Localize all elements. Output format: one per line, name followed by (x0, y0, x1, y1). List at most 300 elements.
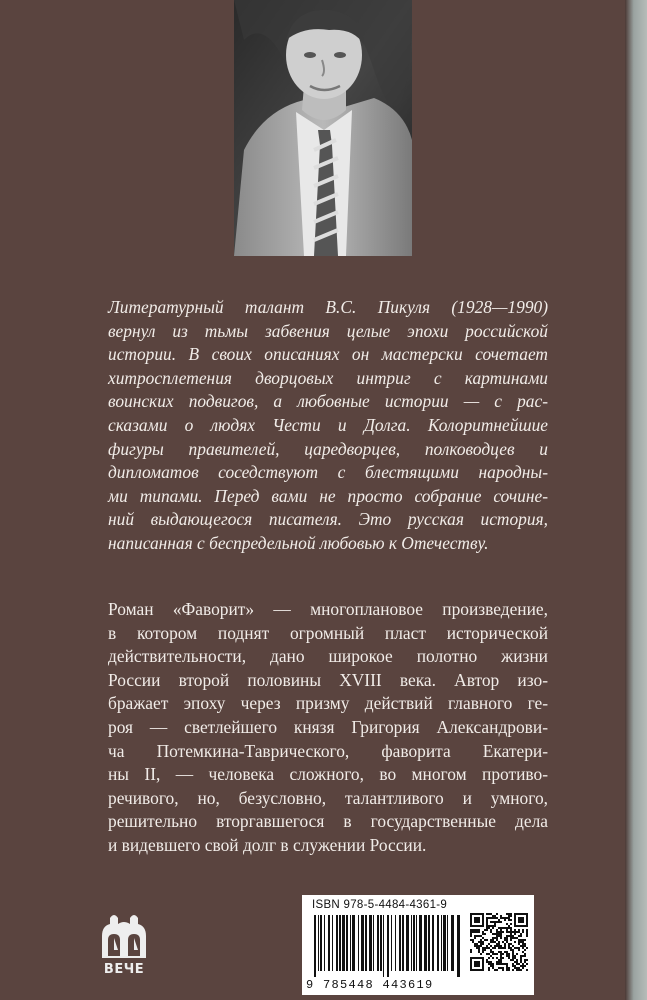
qr-module (498, 943, 500, 945)
barcode-bar (342, 915, 345, 971)
qr-module (506, 923, 508, 925)
qr-module (470, 939, 472, 941)
barcode-bar (369, 915, 372, 971)
qr-module (520, 945, 522, 947)
qr-module (482, 931, 484, 933)
qr-module (492, 965, 494, 967)
qr-module (496, 957, 498, 959)
qr-module (506, 927, 508, 929)
qr-module (524, 961, 526, 963)
qr-module (512, 955, 514, 957)
blurb-line: хитросплетения дворцовых интриг с картинами (108, 367, 548, 388)
qr-module (484, 949, 486, 951)
qr-module (526, 969, 528, 971)
qr-module (492, 927, 494, 929)
barcode-bar (391, 915, 392, 971)
qr-module (480, 939, 482, 941)
veche-logo-icon (98, 910, 150, 967)
qr-module (500, 929, 502, 931)
qr-module (470, 951, 472, 953)
qr-module (486, 959, 488, 961)
barcode-bar (314, 915, 316, 977)
qr-module (498, 945, 500, 947)
qr-module (490, 965, 492, 967)
qr-module (510, 923, 512, 925)
qr-module (482, 941, 484, 943)
qr-module (482, 943, 484, 945)
qr-module (500, 951, 502, 953)
qr-module (496, 963, 498, 965)
qr-module (492, 921, 494, 923)
barcode-bar (432, 915, 434, 971)
qr-module (506, 931, 508, 933)
qr-module (510, 959, 512, 961)
blurb-line: ны II, — человека сложного, во многом противо- (108, 764, 548, 785)
qr-module (502, 927, 504, 929)
qr-module (494, 969, 496, 971)
qr-module (482, 947, 484, 949)
qr-module (500, 927, 502, 929)
qr-module (516, 931, 518, 933)
qr-module (514, 929, 516, 931)
barcode-bar (352, 915, 355, 971)
qr-module (498, 947, 500, 949)
qr-module (488, 961, 490, 963)
barcode-bar (428, 915, 430, 971)
qr-module (490, 931, 492, 933)
qr-module (492, 915, 494, 917)
qr-module (500, 937, 502, 939)
qr-module (478, 949, 480, 951)
qr-module (484, 939, 486, 941)
qr-module (516, 963, 518, 965)
qr-module (488, 953, 490, 955)
qr-module (516, 961, 518, 963)
qr-module (510, 919, 512, 921)
qr-module (526, 929, 528, 931)
qr-module (524, 945, 526, 947)
qr-module (506, 953, 508, 955)
qr-module (470, 933, 472, 935)
qr-module (514, 933, 516, 935)
barcode-bar (411, 915, 412, 971)
qr-module (496, 929, 498, 931)
blurb-line: и видевшего свой долг в служении России. (108, 834, 427, 855)
qr-module (496, 921, 498, 923)
barcode-bar (380, 915, 382, 971)
qr-module (510, 933, 512, 935)
qr-module (510, 939, 512, 941)
qr-module (512, 937, 514, 939)
qr-module (496, 945, 498, 947)
qr-module (494, 921, 496, 923)
qr-module (488, 917, 490, 919)
qr-module (504, 927, 506, 929)
qr-module (504, 939, 506, 941)
qr-module (490, 951, 492, 953)
qr-module (510, 927, 512, 929)
barcode-bar (395, 915, 396, 971)
barcode-bar (451, 915, 454, 971)
qr-module (516, 959, 518, 961)
qr-module (478, 941, 480, 943)
barcode-bar (441, 915, 442, 971)
qr-module (480, 941, 482, 943)
qr-module (522, 929, 524, 931)
qr-module (486, 919, 488, 921)
barcode-bar (443, 915, 446, 971)
qr-module (504, 919, 506, 921)
qr-module (504, 963, 506, 965)
qr-module (518, 949, 520, 951)
qr-module (500, 931, 502, 933)
qr-module (500, 955, 502, 957)
barcode-bar (383, 915, 384, 977)
qr-module (474, 917, 480, 923)
qr-module (518, 929, 520, 931)
qr-module (492, 947, 494, 949)
qr-module (508, 967, 510, 969)
qr-module (518, 963, 520, 965)
qr-module (518, 941, 520, 943)
qr-module (502, 941, 504, 943)
qr-module (474, 937, 476, 939)
qr-module (508, 943, 510, 945)
qr-module (492, 963, 494, 965)
blurb-line: фигуры правителей, царедворцев, полководцев и (108, 438, 548, 459)
qr-module (518, 935, 520, 937)
qr-module (512, 963, 514, 965)
qr-module (500, 933, 502, 935)
qr-module (486, 953, 488, 955)
blurb-line: речивого, но, безусловно, талантливого и умного, (108, 787, 548, 808)
barcode-bar (387, 915, 389, 977)
qr-module (492, 941, 494, 943)
qr-module (502, 957, 504, 959)
qr-module (498, 919, 500, 921)
qr-module (526, 931, 528, 933)
qr-module (486, 939, 488, 941)
ean-barcode (312, 915, 462, 977)
qr-module (476, 947, 478, 949)
qr-module (496, 953, 498, 955)
qr-module (474, 929, 476, 931)
qr-module (518, 931, 520, 933)
qr-module (504, 945, 506, 947)
qr-module (512, 951, 514, 953)
barcode-bar (332, 915, 333, 971)
qr-module (500, 945, 502, 947)
qr-module (520, 965, 522, 967)
qr-module (508, 957, 510, 959)
barcode-bar (373, 915, 374, 971)
qr-module (524, 949, 526, 951)
qr-module (490, 949, 492, 951)
qr-module (522, 963, 524, 965)
qr-module (504, 943, 506, 945)
qr-module (524, 959, 526, 961)
qr-module (508, 947, 510, 949)
qr-module (490, 941, 492, 943)
qr-module (488, 927, 490, 929)
qr-module (498, 951, 500, 953)
qr-module (500, 947, 502, 949)
qr-module (474, 935, 476, 937)
qr-module (494, 925, 496, 927)
qr-module (510, 949, 512, 951)
qr-module (512, 953, 514, 955)
qr-module (486, 921, 488, 923)
qr-module (482, 951, 484, 953)
qr-module (486, 945, 488, 947)
qr-module (480, 953, 482, 955)
blurb-line: бражает эпоху через призму действий главного ге- (108, 693, 548, 714)
qr-module (516, 947, 518, 949)
blurb-line: Роман «Фаворит» — многоплановое произведение, (108, 599, 548, 619)
qr-module (492, 967, 494, 969)
qr-module (506, 951, 508, 953)
qr-module (500, 917, 502, 919)
qr-module (474, 943, 476, 945)
qr-module (472, 941, 474, 943)
qr-module (494, 915, 496, 917)
barcode-bar (336, 915, 338, 971)
qr-module (498, 921, 500, 923)
barcode-bar (399, 915, 401, 971)
qr-module (520, 957, 522, 959)
qr-module (488, 913, 490, 915)
qr-module (506, 937, 508, 939)
qr-module (504, 951, 506, 953)
qr-module (492, 933, 494, 935)
novel-blurb (108, 598, 548, 858)
qr-module (508, 925, 510, 927)
qr-module (486, 947, 488, 949)
author-photo (234, 0, 412, 256)
barcode-bar (346, 915, 348, 971)
qr-module (480, 935, 482, 937)
blurb-line: в котором поднят огромный пласт исторической (108, 622, 548, 643)
qr-module (486, 925, 488, 927)
qr-module (498, 961, 500, 963)
qr-module (474, 945, 476, 947)
qr-module (524, 943, 526, 945)
ean-digits: 9 785448 443619 (306, 978, 434, 992)
blurb-line: ний выдающегося писателя. Это русская история, (108, 509, 548, 530)
qr-module (478, 947, 480, 949)
qr-module (506, 963, 508, 965)
qr-module (516, 937, 518, 939)
qr-module (508, 927, 510, 929)
qr-module (490, 929, 492, 931)
qr-module (520, 969, 522, 971)
qr-module (510, 943, 512, 945)
qr-module (490, 913, 492, 915)
qr-module (478, 929, 480, 931)
blurb-line: истории. В своих описаниях он мастерски сочетает (108, 344, 548, 365)
qr-module (484, 947, 486, 949)
qr-module (492, 939, 494, 941)
qr-module (490, 925, 492, 927)
qr-module (482, 949, 484, 951)
qr-module (520, 961, 522, 963)
qr-module (508, 935, 510, 937)
qr-module (518, 943, 520, 945)
qr-module (470, 935, 472, 937)
qr-module (480, 943, 482, 945)
qr-module (470, 931, 472, 933)
barcode-bar (324, 915, 325, 971)
barcode-bar (402, 915, 404, 971)
barcode-bar (318, 915, 319, 971)
qr-module (508, 915, 510, 917)
qr-module (514, 941, 516, 943)
qr-module (510, 929, 512, 931)
qr-module (496, 943, 498, 945)
qr-module (494, 953, 496, 955)
qr-module (500, 959, 502, 961)
qr-module (518, 969, 520, 971)
qr-module (510, 937, 512, 939)
qr-module (526, 963, 528, 965)
qr-module (518, 947, 520, 949)
qr-module (506, 935, 508, 937)
qr-module (498, 959, 500, 961)
qr-module (508, 913, 510, 915)
qr-module (520, 933, 522, 935)
barcode-bar (419, 915, 422, 971)
qr-module (496, 937, 498, 939)
qr-module (508, 917, 510, 919)
qr-module (482, 933, 484, 935)
qr-module (490, 945, 492, 947)
qr-module (494, 945, 496, 947)
qr-module (490, 939, 492, 941)
qr-code (470, 913, 528, 971)
qr-module (524, 965, 526, 967)
qr-module (506, 939, 508, 941)
qr-module (492, 957, 494, 959)
qr-module (476, 935, 478, 937)
qr-module (488, 967, 490, 969)
qr-module (502, 967, 504, 969)
qr-module (494, 917, 496, 919)
qr-module (520, 935, 522, 937)
qr-module (472, 939, 474, 941)
qr-module (500, 961, 502, 963)
qr-module (508, 919, 510, 921)
qr-module (518, 939, 520, 941)
qr-module (498, 967, 500, 969)
qr-module (524, 953, 526, 955)
qr-module (484, 929, 486, 931)
barcode-bar (328, 915, 330, 971)
qr-module (488, 947, 490, 949)
qr-module (522, 951, 524, 953)
qr-module (488, 963, 490, 965)
qr-module (506, 969, 508, 971)
qr-module (512, 949, 514, 951)
qr-module (472, 931, 474, 933)
qr-module (494, 941, 496, 943)
barcode-bar (339, 915, 341, 971)
qr-module (520, 941, 522, 943)
qr-module (510, 935, 512, 937)
qr-module (504, 937, 506, 939)
qr-module (526, 947, 528, 949)
barcode-bar (413, 915, 415, 971)
qr-module (492, 917, 494, 919)
qr-module (508, 969, 510, 971)
qr-module (520, 955, 522, 957)
qr-module (508, 955, 510, 957)
qr-module (502, 963, 504, 965)
qr-module (494, 933, 496, 935)
blurb-line: ми типами. Перед вами не просто собрание сочине- (108, 485, 548, 506)
isbn-number: ISBN 978-5-4484-4361-9 (312, 899, 448, 911)
qr-module (502, 931, 504, 933)
qr-module (470, 929, 472, 931)
barcode-bar (320, 915, 322, 971)
qr-module (506, 955, 508, 957)
qr-module (496, 933, 498, 935)
qr-module (492, 925, 494, 927)
qr-module (486, 929, 488, 931)
qr-module (496, 935, 498, 937)
barcode-bar (457, 915, 460, 977)
qr-module (478, 945, 480, 947)
qr-module (516, 967, 518, 969)
qr-module (522, 943, 524, 945)
qr-module (490, 917, 492, 919)
qr-module (504, 917, 506, 919)
qr-module (526, 959, 528, 961)
qr-module (490, 963, 492, 965)
qr-module (498, 927, 500, 929)
qr-module (520, 959, 522, 961)
barcode-bar (406, 915, 409, 971)
qr-module (506, 967, 508, 969)
qr-module (488, 957, 490, 959)
qr-module (500, 953, 502, 955)
qr-module (494, 923, 496, 925)
qr-module (516, 969, 518, 971)
qr-module (512, 945, 514, 947)
qr-module (524, 939, 526, 941)
qr-module (502, 953, 504, 955)
qr-module (526, 933, 528, 935)
barcode-bar (350, 915, 351, 971)
barcode-label (302, 895, 534, 995)
qr-module (512, 935, 514, 937)
qr-module (524, 955, 526, 957)
qr-module (514, 965, 516, 967)
barcode-bar (447, 915, 448, 971)
qr-module (472, 929, 474, 931)
qr-module (476, 931, 478, 933)
qr-module (498, 931, 500, 933)
qr-module (522, 939, 524, 941)
qr-module (490, 921, 492, 923)
publisher-name: ВЕЧЕ (103, 962, 145, 977)
qr-module (492, 951, 494, 953)
qr-module (512, 959, 514, 961)
qr-module (522, 965, 524, 967)
qr-module (478, 935, 480, 937)
qr-module (516, 953, 518, 955)
qr-module (500, 957, 502, 959)
qr-module (510, 931, 512, 933)
